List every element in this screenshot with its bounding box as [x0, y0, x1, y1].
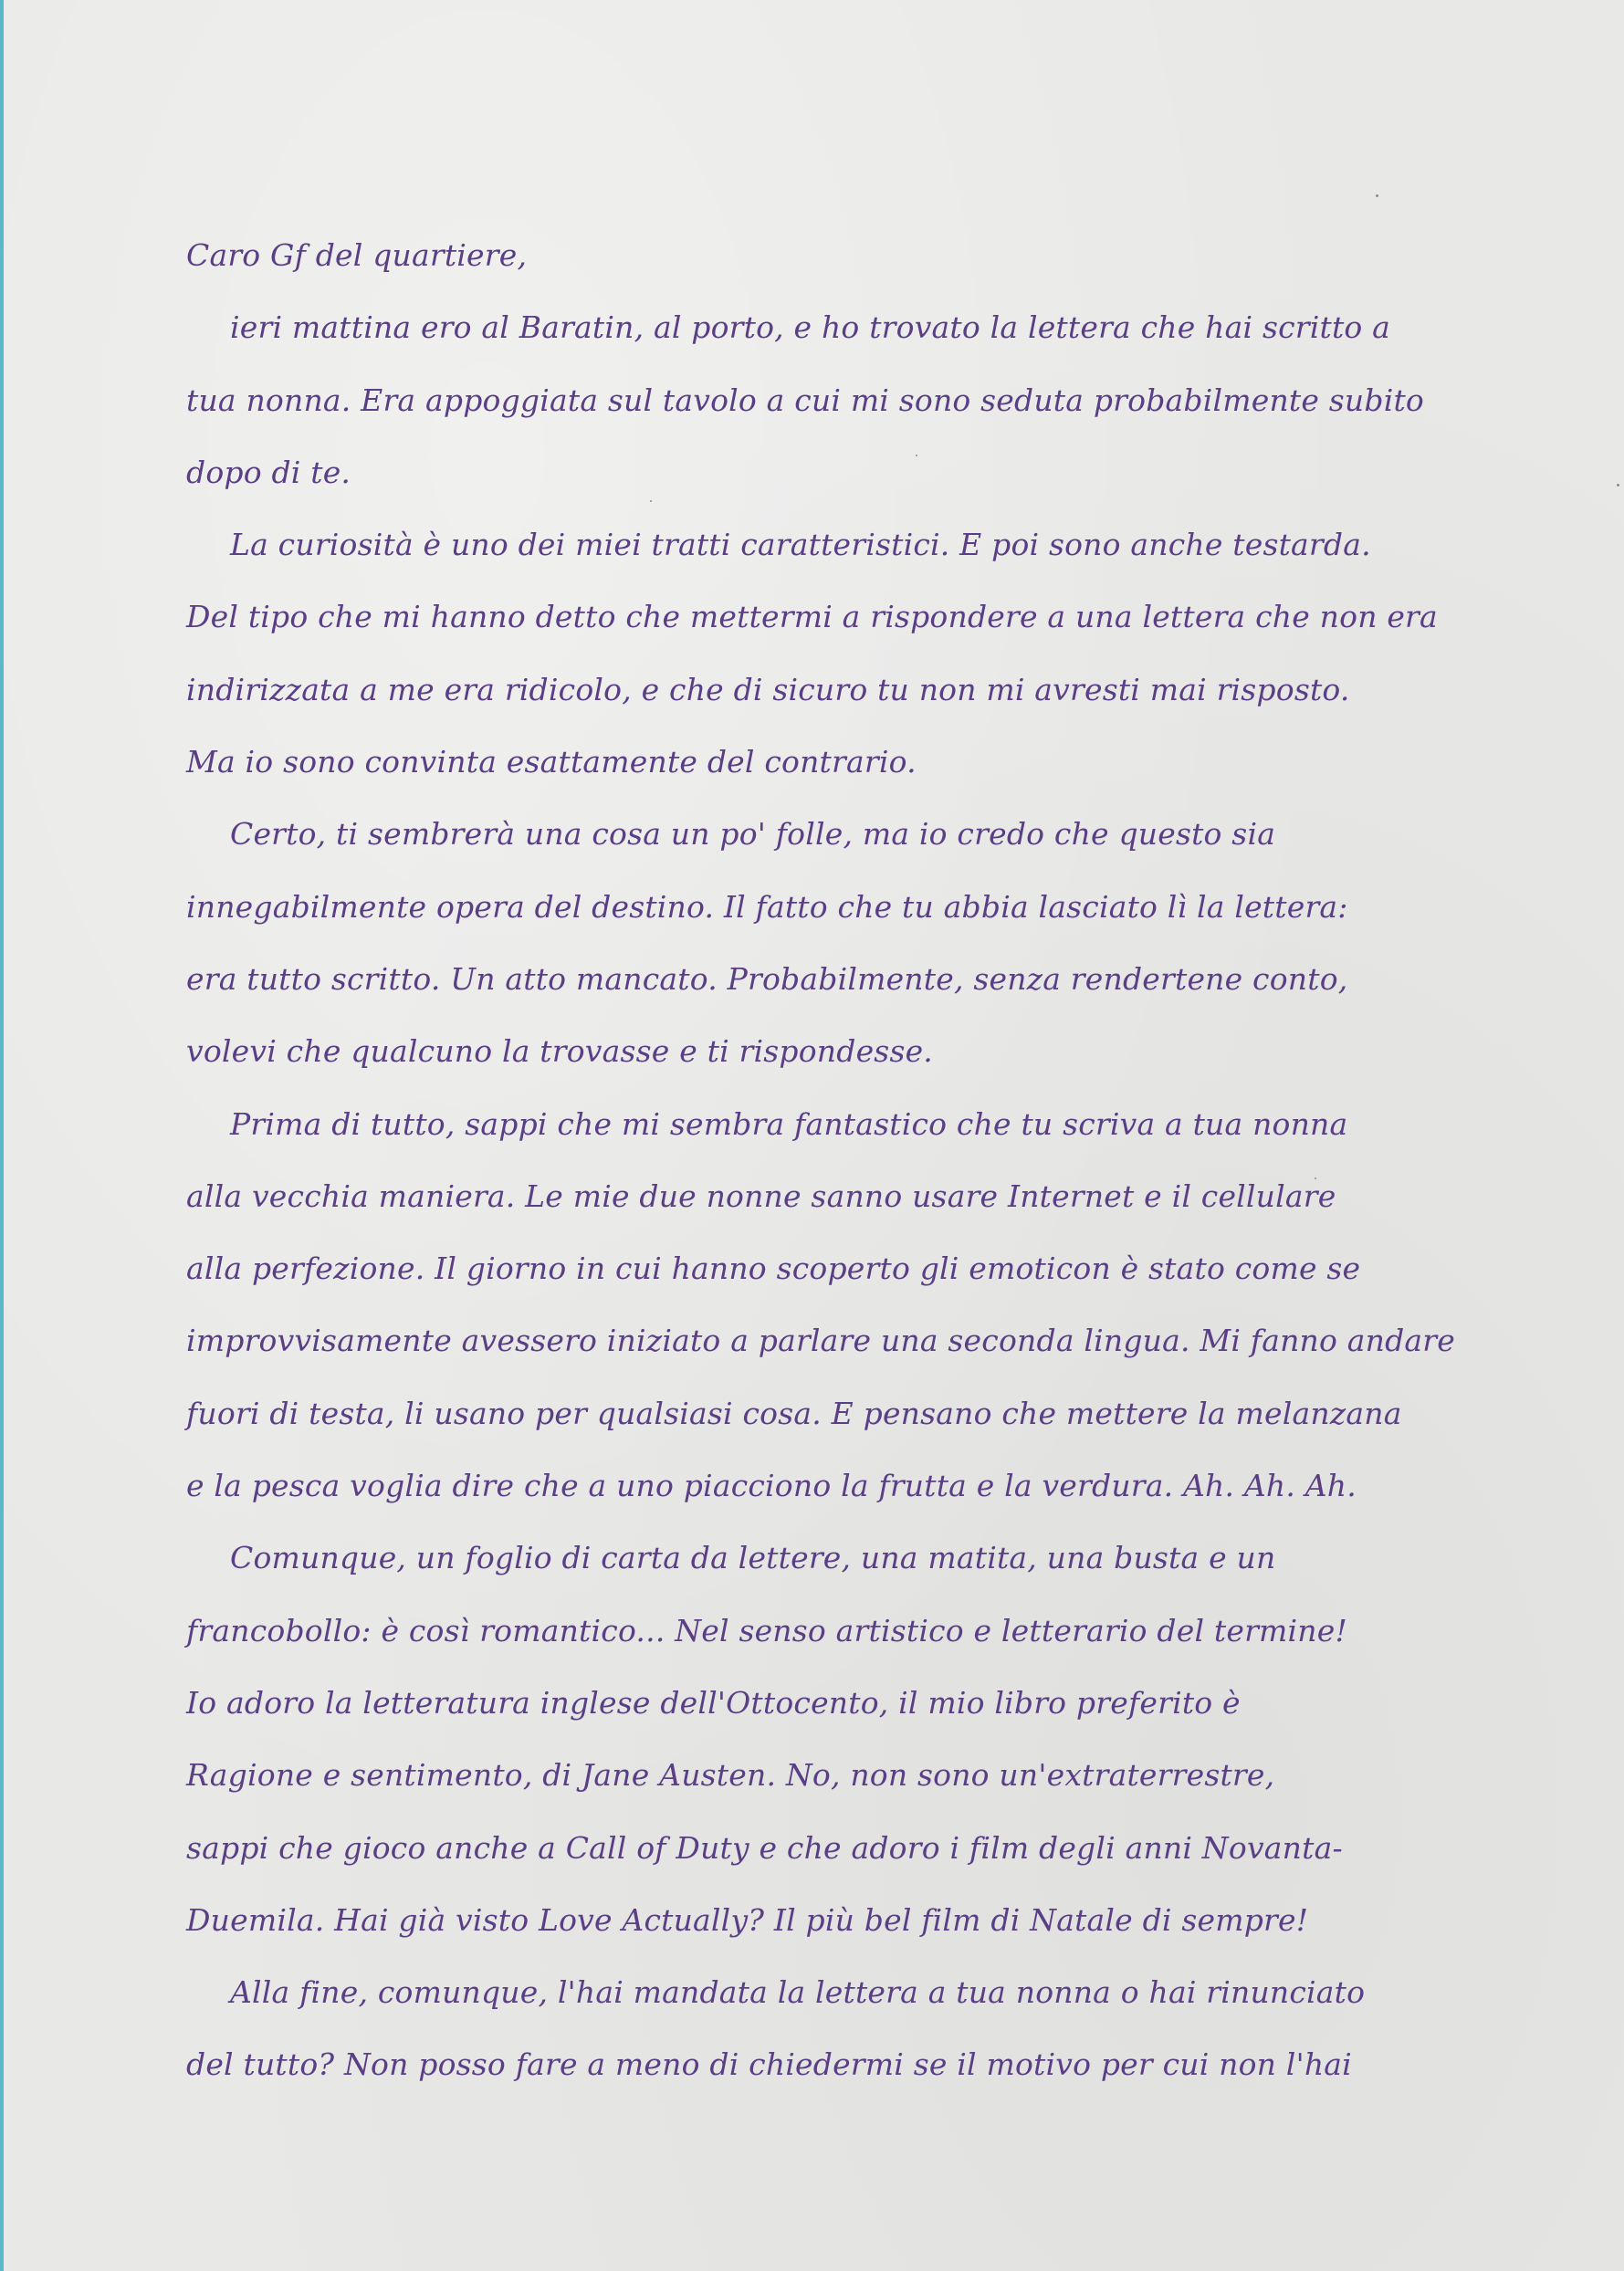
- letter-body: [186, 219, 1483, 2101]
- letter-line: e la pesca voglia dire che a uno piacciono la frutta e la verdura. Ah. Ah. Ah.: [186, 1468, 1357, 1504]
- letter-line: ieri mattina ero al Baratin, al porto, e ho trovato la lettera che hai scritto a: [230, 309, 1391, 346]
- letter-line: Caro Gf del quartiere,: [186, 237, 528, 273]
- letter-line: alla perfezione. Il giorno in cui hanno scoperto gli emoticon è stato come se: [186, 1251, 1361, 1287]
- letter-line: Io adoro la letteratura inglese dell'Ottocento, il mio libro preferito è: [186, 1684, 1241, 1721]
- letter-line: Ma io sono convinta esattamente del contrario.: [186, 744, 917, 780]
- letter-line: Prima di tutto, sappi che mi sembra fantastico che tu scriva a tua nonna: [230, 1105, 1348, 1142]
- letter-line: del tutto? Non posso fare a meno di chiedermi se il motivo per cui non l'hai: [186, 2046, 1352, 2083]
- letter-line: Duemila. Hai già visto Love Actually? Il più bel film di Natale di sempre!: [186, 1901, 1309, 1938]
- letter-line: volevi che qualcuno la trovasse e ti rispondesse.: [186, 1033, 933, 1070]
- letter-line: La curiosità è uno dei miei tratti caratteristici. E poi sono anche testarda.: [230, 527, 1371, 563]
- letter-line: innegabilmente opera del destino. Il fatto che tu abbia lasciato lì la lettera:: [186, 888, 1348, 925]
- letter-line: francobollo: è così romantico... Nel senso artistico e letterario del termine!: [186, 1612, 1347, 1648]
- letter-line: era tutto scritto. Un atto mancato. Probabilmente, senza rendertene conto,: [186, 960, 1348, 997]
- letter-line: indirizzata a me era ridicolo, e che di sicuro tu non mi avresti mai risposto.: [186, 671, 1350, 707]
- page-edge-border: [0, 0, 4, 2271]
- letter-line: Ragione e sentimento, di Jane Austen. No, non sono un'extraterrestre,: [186, 1757, 1275, 1794]
- letter-line: Certo, ti sembrerà una cosa un po' folle, ma io credo che questo sia: [230, 816, 1276, 853]
- letter-line: sappi che gioco anche a Call of Duty e che adoro i film degli anni Novanta-: [186, 1829, 1343, 1866]
- paper-speck: [1376, 194, 1378, 197]
- letter-line: tua nonna. Era appoggiata sul tavolo a cui mi sono seduta probabilmente subito: [186, 382, 1424, 418]
- letter-line: Alla fine, comunque, l'hai mandata la lettera a tua nonna o hai rinunciato: [230, 1974, 1366, 2011]
- letter-line: alla vecchia maniera. Le mie due nonne sanno usare Internet e il cellulare: [186, 1177, 1336, 1214]
- letter-line: improvvisamente avessero iniziato a parlare una seconda lingua. Mi fanno andare: [186, 1323, 1455, 1359]
- letter-line: dopo di te.: [186, 454, 351, 490]
- letter-line: Del tipo che mi hanno detto che mettermi a rispondere a una lettera che non era: [186, 599, 1438, 635]
- letter-line: fuori di testa, li usano per qualsiasi cosa. E pensano che mettere la melanzana: [186, 1395, 1402, 1431]
- paper-speck: [1617, 484, 1619, 487]
- letter-line: Comunque, un foglio di carta da lettere, una matita, una busta e un: [230, 1540, 1276, 1576]
